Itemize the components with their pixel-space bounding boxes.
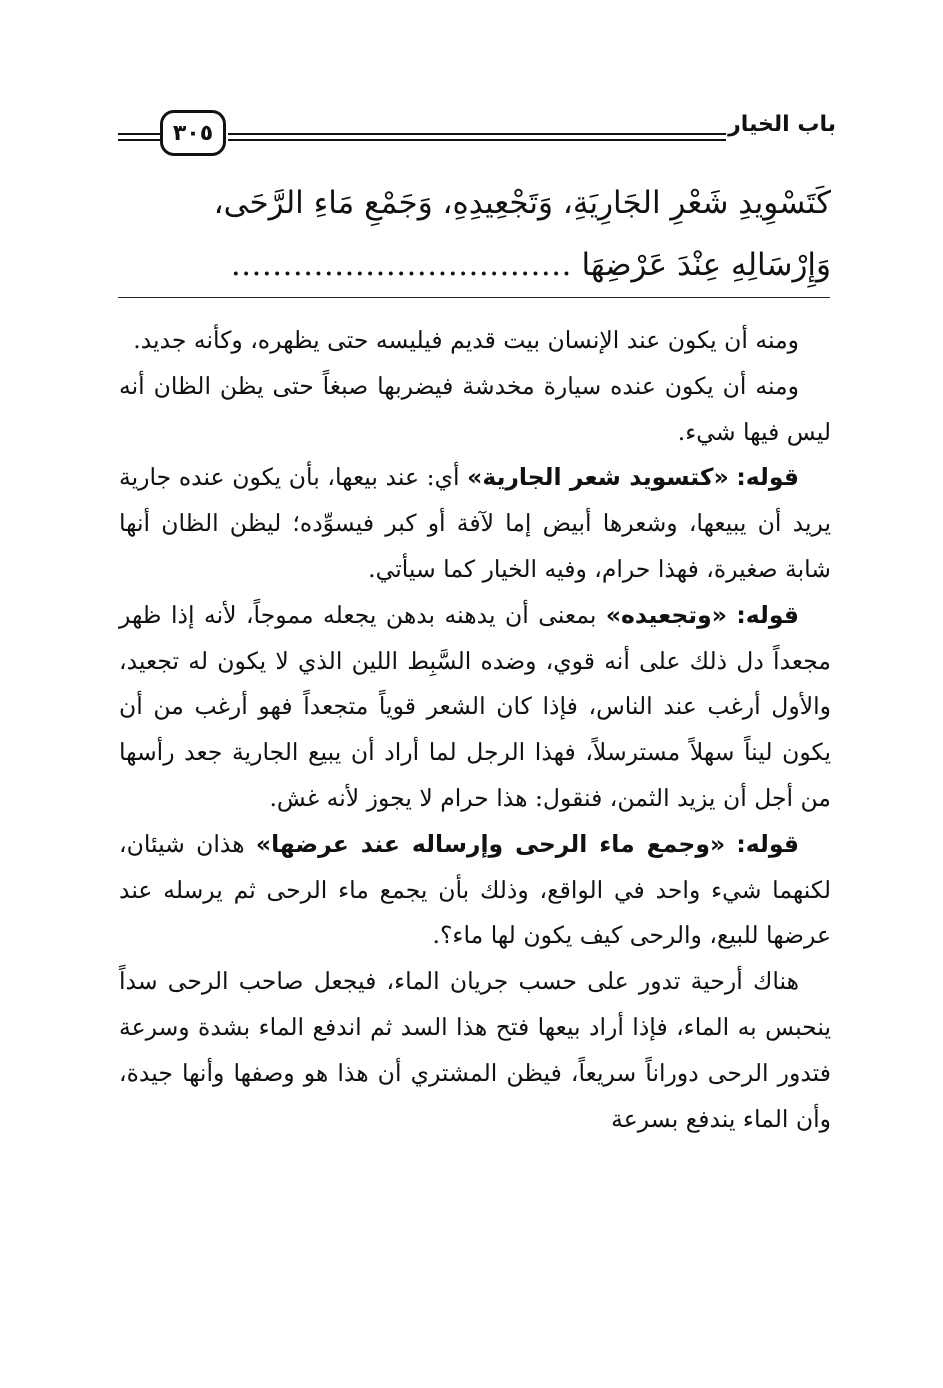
header-rule-right-lower (228, 139, 726, 141)
paragraph-3-text: أي: عند بيعها، بأن يكون عنده جارية يريد أن يبيعها، وشعرها أبيض إما لآفة أو كبر فيسوِّده؛ ليظن الظان أنها شابة صغيرة، فهذا حرام، وفيه الخيار كما سيأتي. (119, 463, 831, 583)
matn-separator (118, 297, 830, 298)
header-rule-right (228, 133, 726, 135)
paragraph-5-text: هذان شيئان، لكنهما شيء واحد في الواقع، وذلك بأن يجمع ماء الرحى ثم يرسله عند عرضها للبيع، والرحى كيف يكون لها ماء؟. (119, 829, 831, 950)
paragraph-4 (119, 593, 831, 822)
quoted-phrase: «وتجعيده» (605, 600, 727, 629)
chapter-title: باب الخيار (728, 112, 836, 137)
matn-text (111, 172, 831, 296)
paragraph-6: هناك أرحية تدور على حسب جريان الماء، فيجعل صاحب الرحى سداً ينحبس به الماء، فإذا أراد بيعها فتح هذا السد ثم اندفع الماء بشدة وسرعة فتدور الرحى دوراناً سريعاً، فيظن المشتري أن هذا هو وصفها وأنها جيدة، وأن الماء يندفع بسرعة (119, 967, 831, 1133)
qawluhu-label: قوله: (736, 829, 799, 858)
quoted-phrase: «كتسويد شعر الجارية» (467, 463, 729, 492)
qawluhu-label: قوله: (736, 463, 799, 492)
page-number: ٣٠٥ (160, 110, 226, 156)
paragraph-3 (119, 455, 831, 592)
commentary (119, 318, 831, 1142)
page-header (118, 100, 836, 170)
paragraph-1: ومنه أن يكون عند الإنسان بيت قديم فيليسه حتى يظهره، وكأنه جديد. (133, 326, 799, 354)
quoted-phrase: «وجمع ماء الرحى وإرساله عند عرضها» (255, 829, 726, 858)
matn-dots: …………………………… (230, 247, 572, 283)
paragraph-4-text: بمعنى أن يدهنه بدهن يجعله مموجاً، لأنه إذا ظهر مجعداً دل ذلك على أنه قوي، وضده السَّبِط اللين الذي لا يكون له تجعيد، والأول أرغب عند الناس، فإذا كان الشعر قوياً متجعداً فهو أرغب من أن يكون ليناً سهلاً مسترسلاً، فهذا الرجل لما أراد أن يبيع الجارية جعد رأسها من أجل أن يزيد الثمن، فنقول: هذا حرام لا يجوز لأنه غش. (119, 600, 831, 812)
matn-line-1: كَتَسْوِيدِ شَعْرِ الجَارِيَةِ، وَتَجْعِيدِهِ، وَجَمْعِ مَاءِ الرَّحَى، (213, 185, 831, 221)
paragraph-2: ومنه أن يكون عنده سيارة مخدشة فيضربها صبغاً حتى يظن الظان أنه ليس فيها شيء. (119, 371, 831, 446)
header-rule-left (118, 133, 160, 135)
matn-line-2 (111, 234, 831, 296)
matn-line-2-text: وَإِرْسَالِهِ عِنْدَ عَرْضِهَا (581, 247, 831, 283)
qawluhu-label: قوله: (736, 600, 799, 629)
paragraph-5 (119, 822, 831, 959)
header-rule-left-lower (118, 139, 160, 141)
